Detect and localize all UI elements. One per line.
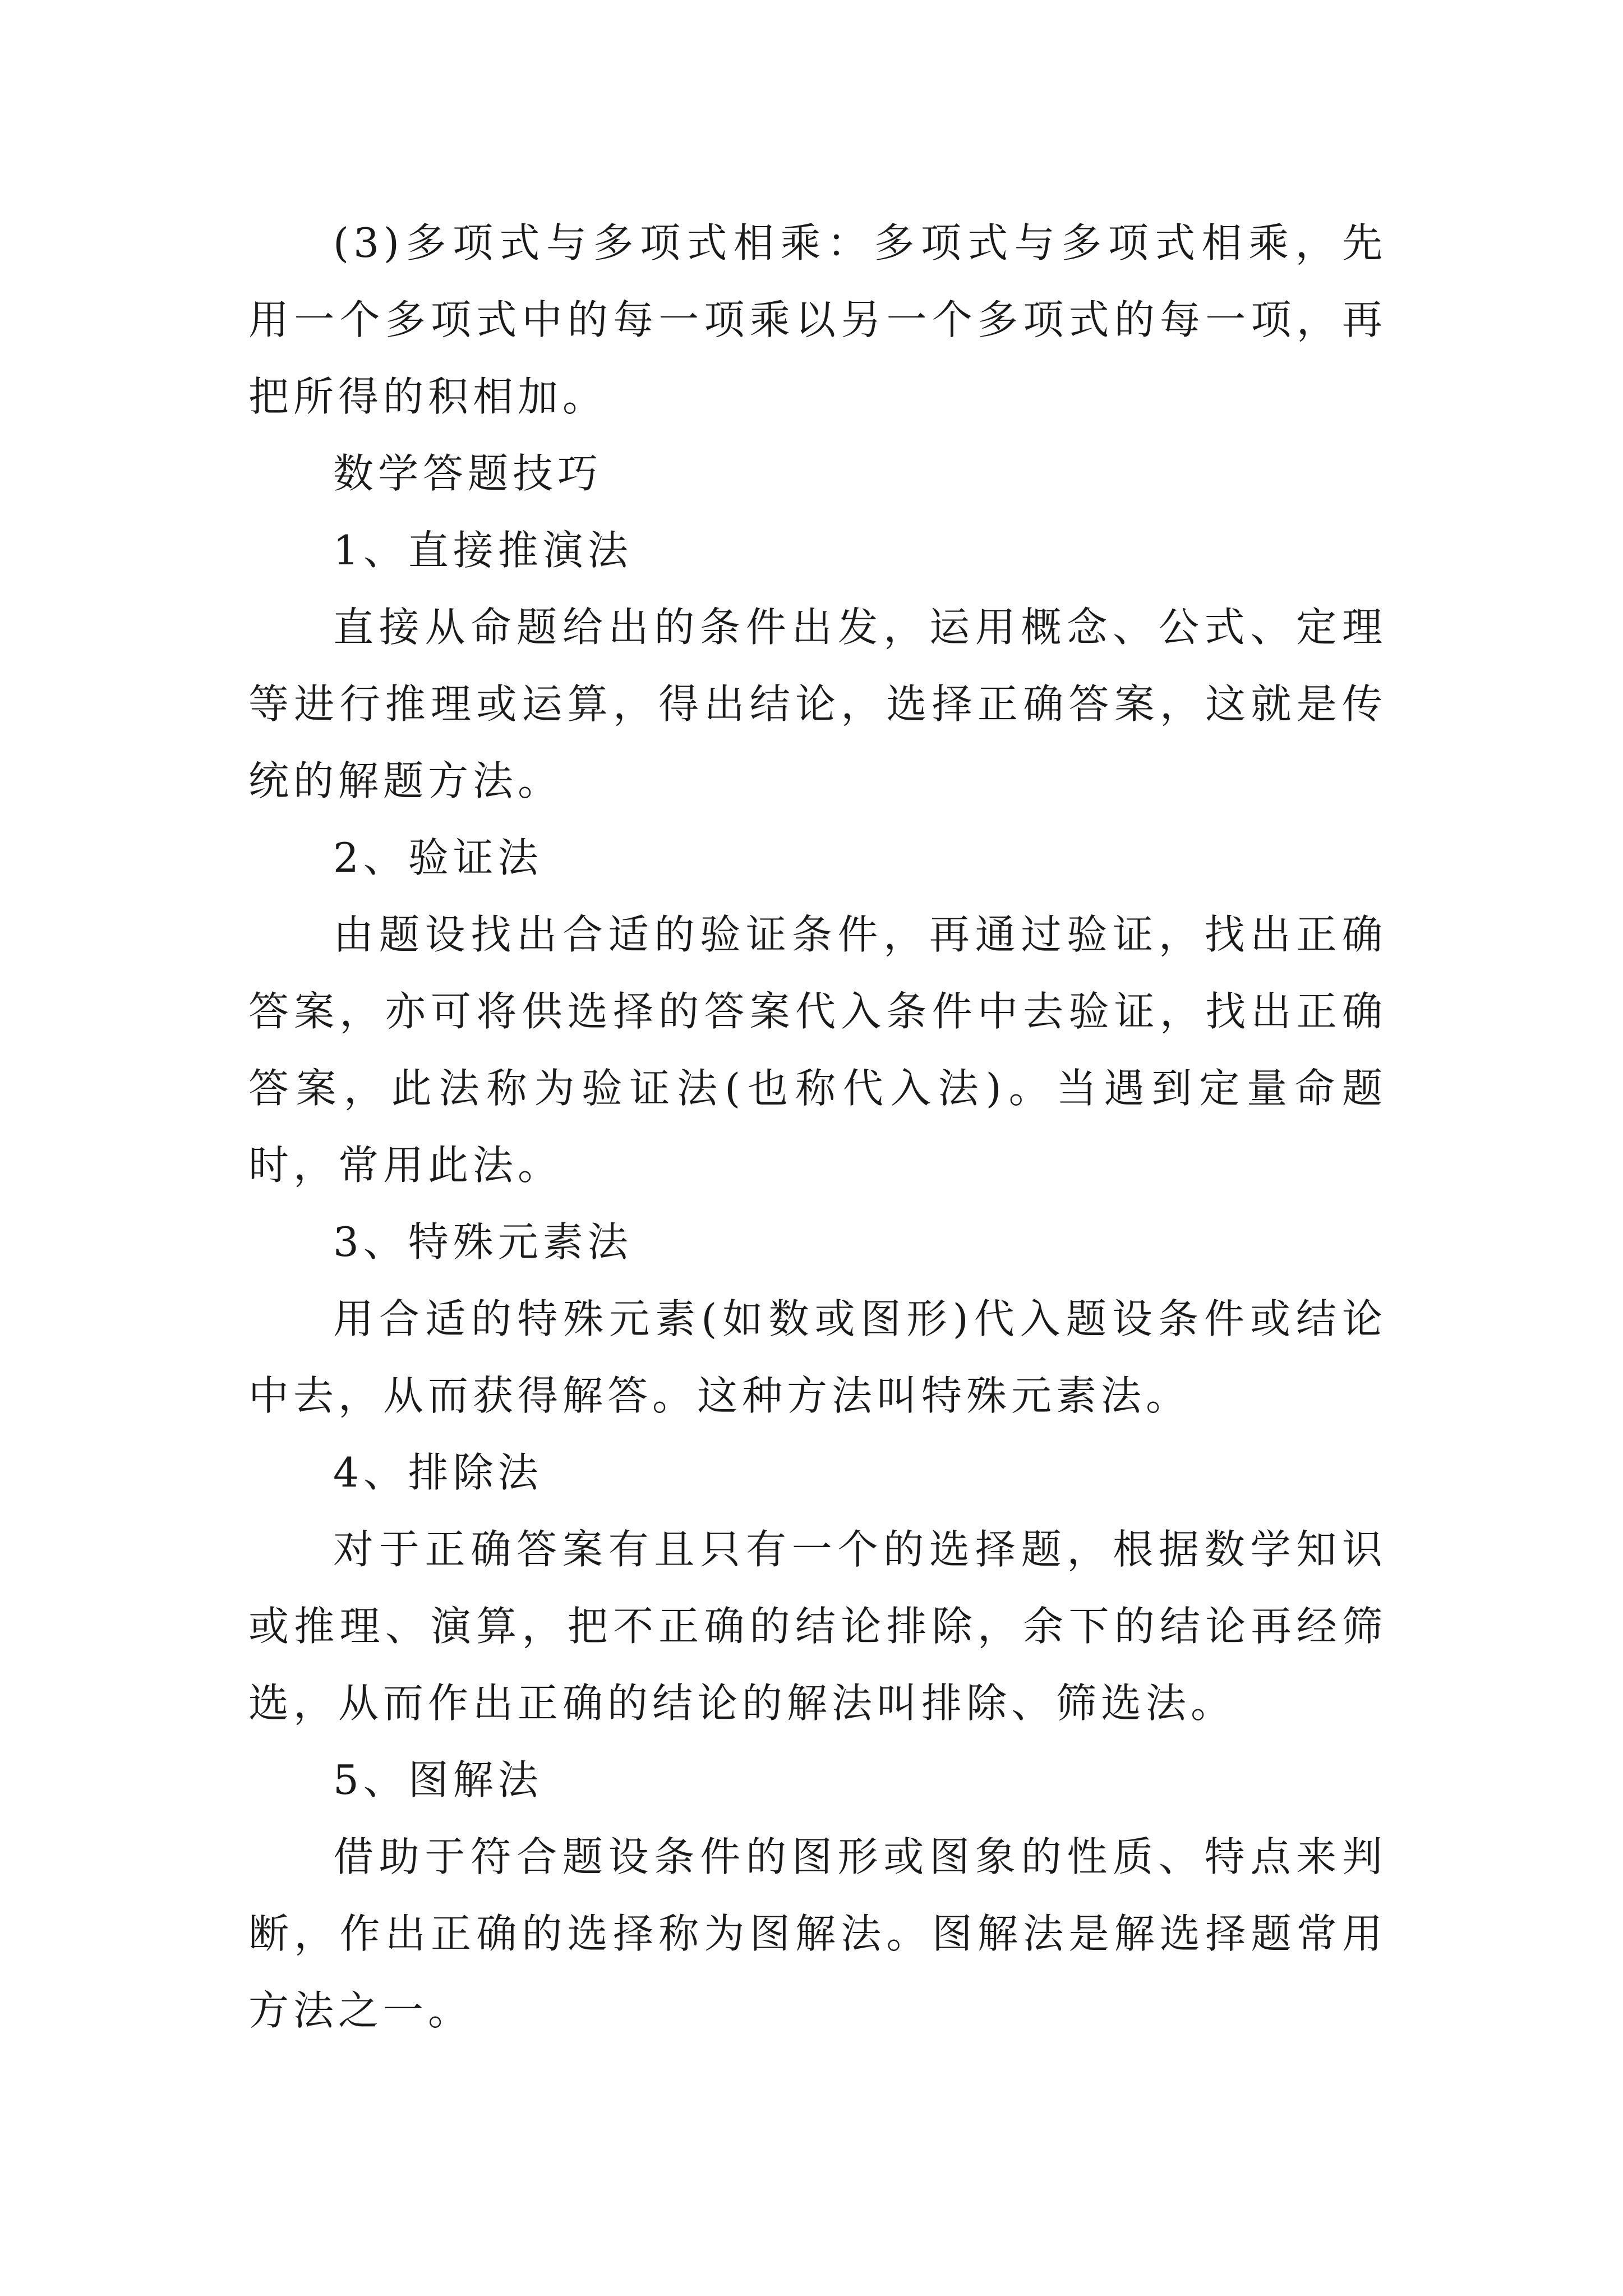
paragraph-verification: 由题设找出合适的验证条件，再通过验证，找出正确答案，亦可将供选择的答案代入条件中去验证，找出正确答案，此法称为验证法(也称代入法)。当遇到定量命题时，常用此法。 [248, 911, 1387, 1189]
method-heading-graphical: 5、图解法 [333, 1756, 543, 1803]
paragraph-special-element: 用合适的特殊元素(如数或图形)代入题设条件或结论中去，从而获得解答。这种方法叫特殊元素法。 [248, 1295, 1387, 1419]
method-heading-verification: 2、验证法 [333, 834, 543, 881]
method-heading-special-element: 3、特殊元素法 [333, 1218, 633, 1266]
paragraph-elimination: 对于正确答案有且只有一个的选择题，根据数学知识或推理、演算，把不正确的结论排除，余下的结论再经筛选，从而作出正确的结论的解法叫排除、筛选法。 [248, 1526, 1387, 1727]
method-heading-direct-deduction: 1、直接推演法 [333, 527, 633, 574]
section-heading-math-tips: 数学答题技巧 [333, 450, 603, 497]
paragraph-graphical: 借助于符合题设条件的图形或图象的性质、特点来判断，作出正确的选择称为图解法。图解法是解选择题常用方法之一。 [248, 1833, 1387, 2034]
paragraph-direct-deduction: 直接从命题给出的条件出发，运用概念、公式、定理等进行推理或运算，得出结论，选择正确答案，这就是传统的解题方法。 [248, 604, 1387, 804]
method-heading-elimination: 4、排除法 [333, 1449, 543, 1496]
document-body [248, 205, 1387, 2049]
paragraph-polynomial-multiplication: (3)多项式与多项式相乘：多项式与多项式相乘，先用一个多项式中的每一项乘以另一个多项式的每一项，再把所得的积相加。 [248, 219, 1387, 420]
